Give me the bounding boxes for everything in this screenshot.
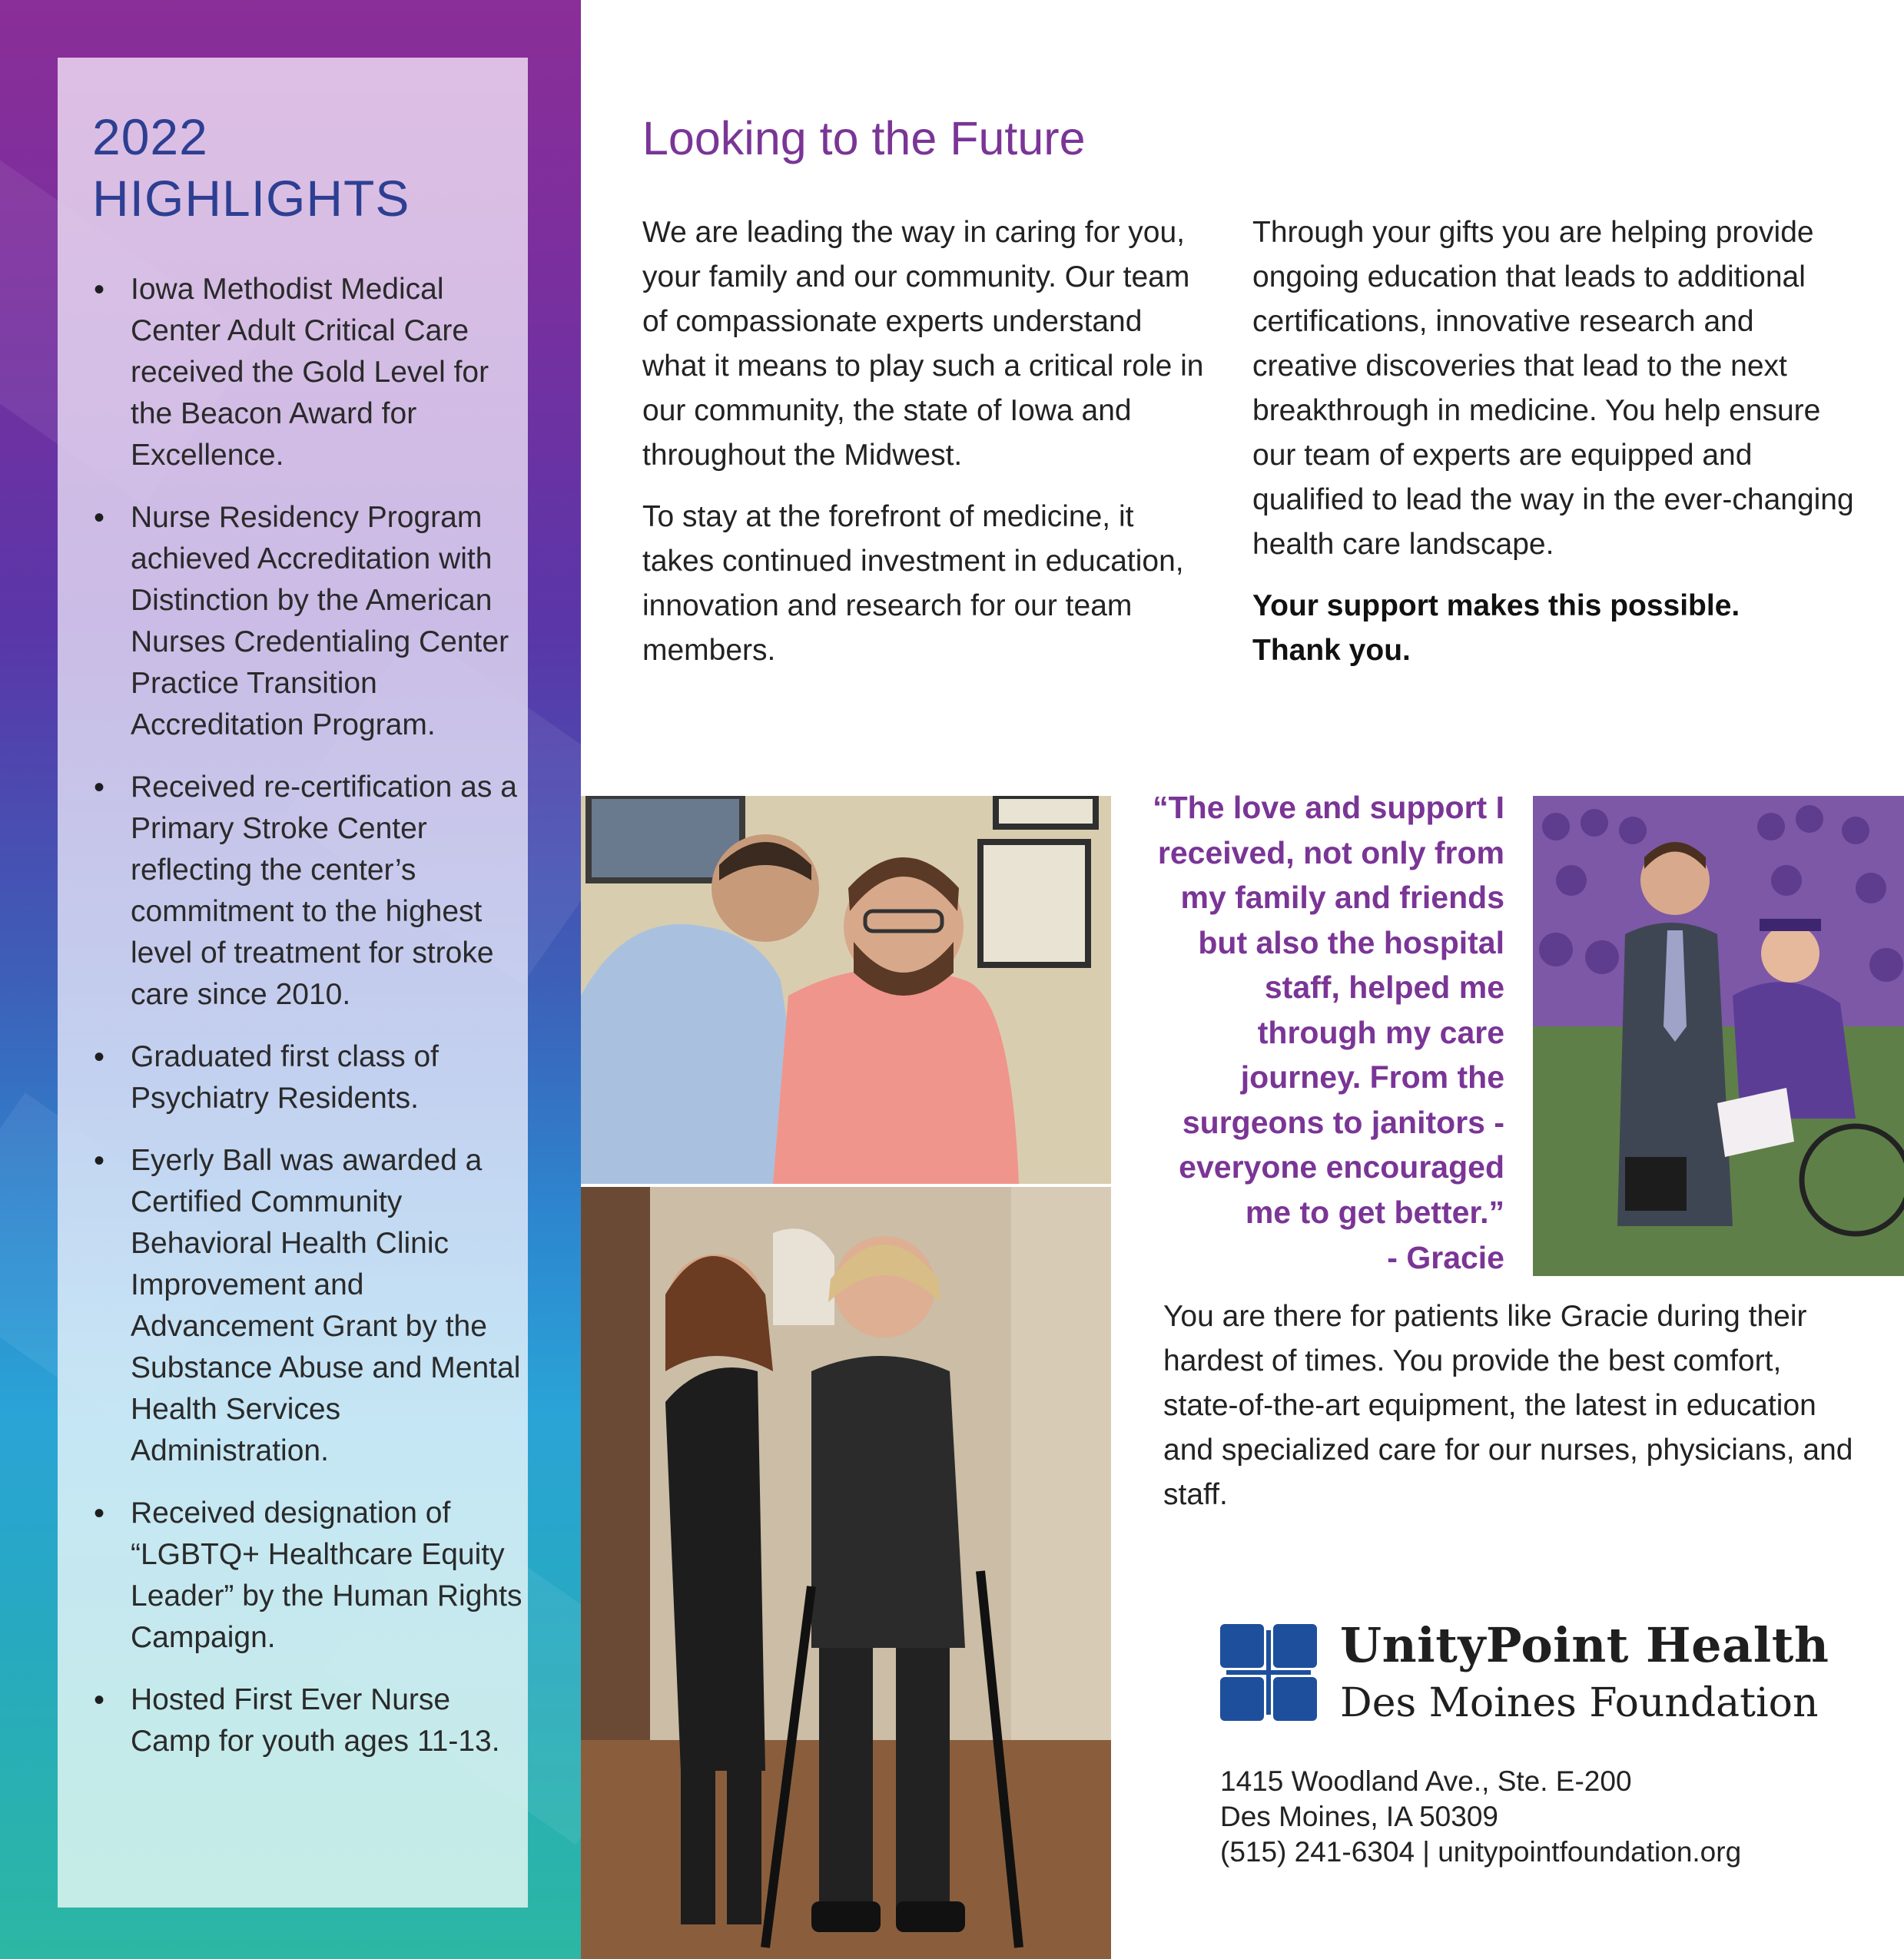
highlight-item (92, 1140, 522, 1472)
contact-city: Des Moines, IA 50309 (1220, 1801, 1498, 1832)
photo-ear-exam (581, 796, 1111, 1184)
highlight-item (92, 269, 522, 476)
bullet-icon: • (94, 771, 105, 804)
bullet-icon: • (94, 1040, 105, 1074)
logo-subtitle: Des Moines Foundation (1340, 1680, 1819, 1726)
intro-paragraph: We are leading the way in caring for you, your family and our community. Our team of compassionate experts understand what it means to play such a critical role in our community, the state of Iowa and throughout the Midwest. (642, 216, 1204, 472)
bullet-icon: • (94, 1683, 105, 1717)
contact-block (1220, 1764, 1850, 1870)
bullet-icon: • (94, 273, 105, 307)
intro-column-right (1252, 210, 1859, 690)
unitypoint-logo-icon (1220, 1624, 1317, 1721)
testimonial-quote: “The love and support I received, not only from my family and friends but also the hospital staff, helped me through my care journey. From the surgeons to janitors - everyone encouraged me to get better.” (1153, 790, 1504, 1230)
highlights-year: 2022 (92, 108, 208, 165)
thank-you-line2: Thank you. (1252, 634, 1411, 667)
gifts-paragraph: Through your gifts you are helping provide ongoing education that leads to additional certifications, innovative research and creative discoveries that lead to the next breakthrough in medicine. You help ensure our team of experts are equipped and qualified to lead the way in the ever-changing health care landscape. (1252, 216, 1854, 561)
intro-column-left (642, 210, 1211, 690)
investment-paragraph: To stay at the forefront of medicine, it takes continued investment in education, innovation and research for our team members. (642, 500, 1184, 667)
bullet-icon: • (94, 501, 105, 535)
thank-you-line1: Your support makes this possible. (1252, 589, 1740, 622)
photo-graduation (1533, 796, 1904, 1276)
thank-you-text (1252, 584, 1859, 673)
highlight-item (92, 767, 522, 1016)
highlight-item (92, 1679, 522, 1762)
page-title: Looking to the Future (642, 112, 1086, 164)
highlights-list (92, 269, 522, 1783)
logo-name: UnityPoint Health (1340, 1617, 1829, 1673)
contact-address: 1415 Woodland Ave., Ste. E-200 (1220, 1765, 1632, 1797)
patients-paragraph: You are there for patients like Gracie during their hardest of times. You provide the best comfort, state-of-the-art equipment, the latest in education and specialized care for our nurses, physicians, and staff. (1163, 1300, 1853, 1511)
highlights-title (92, 106, 410, 229)
photo-rehab-exoskeleton (581, 1187, 1111, 1959)
highlight-text: Eyerly Ball was awarded a Certified Community Behavioral Health Clinic Improvement and Advancement Grant by the Substance Abuse and Mental Health Services Administration. (131, 1144, 521, 1467)
highlight-item (92, 1493, 522, 1659)
highlight-item (92, 1036, 522, 1119)
highlight-text: Received re-certification as a Primary Stroke Center reflecting the center’s commitment to the highest level of treatment for stroke care since 2010. (131, 771, 517, 1011)
bullet-icon: • (94, 1497, 105, 1530)
highlight-text: Received designation of “LGBTQ+ Healthcare Equity Leader” by the Human Rights Campaign. (131, 1497, 522, 1654)
highlight-text: Hosted First Ever Nurse Camp for youth ages 11-13. (131, 1683, 500, 1758)
highlight-text: Iowa Methodist Medical Center Adult Critical Care received the Gold Level for the Beacon Award for Excellence. (131, 273, 489, 472)
highlight-item (92, 497, 522, 746)
bullet-icon: • (94, 1144, 105, 1178)
highlight-text: Graduated first class of Psychiatry Residents. (131, 1040, 440, 1115)
highlight-text: Nurse Residency Program achieved Accreditation with Distinction by the American Nurses Credentialing Center Practice Transition Accreditation Program. (131, 501, 509, 741)
highlights-heading: HIGHLIGHTS (92, 170, 410, 227)
contact-phone-web: (515) 241-6304 | unitypointfoundation.org (1220, 1836, 1742, 1868)
testimonial-author: - Gracie (1387, 1240, 1504, 1275)
